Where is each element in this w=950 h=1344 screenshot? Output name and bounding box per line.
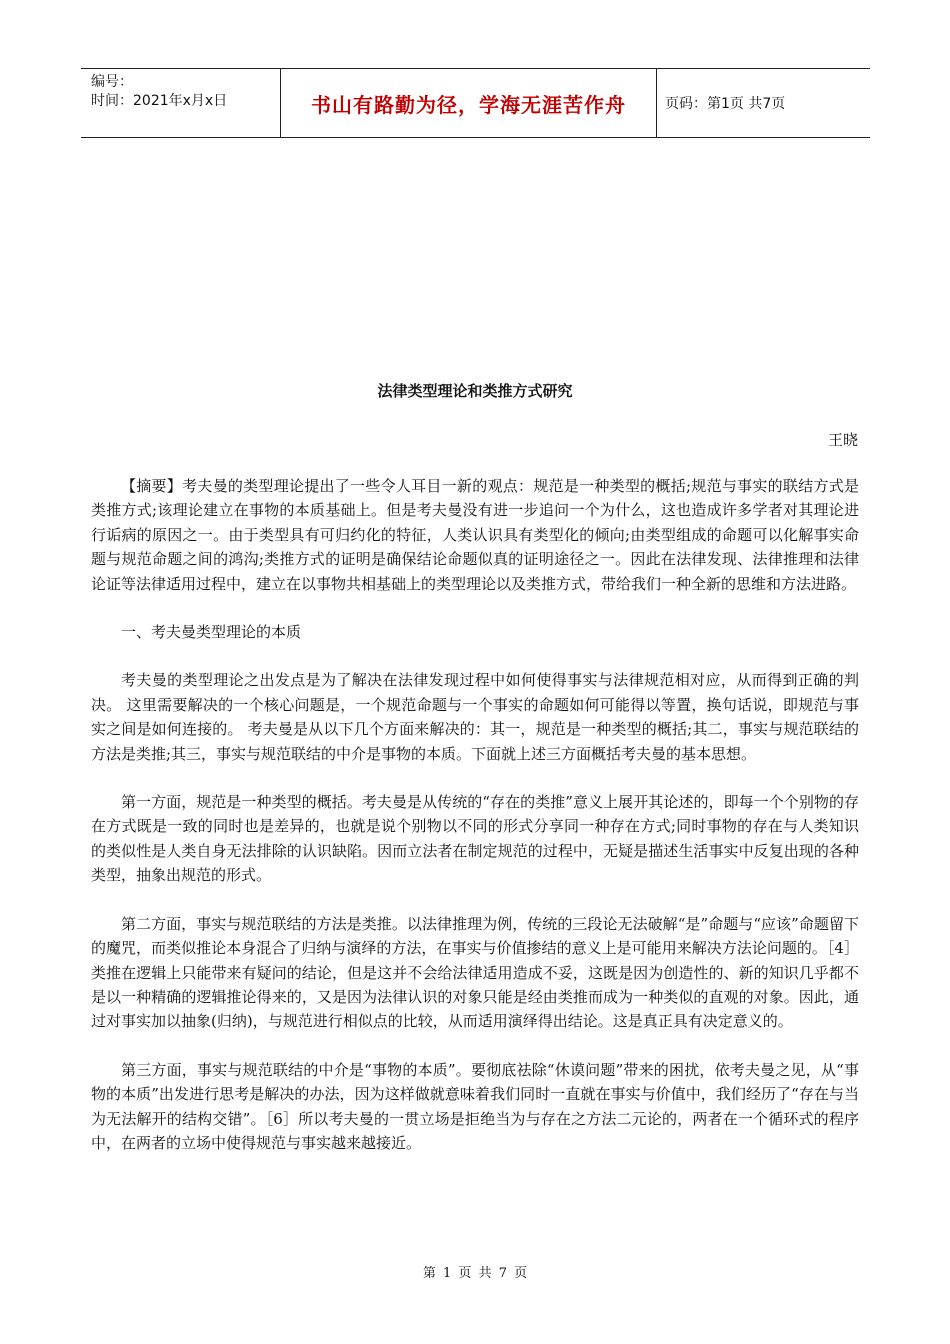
body-paragraph: 第二方面，事实与规范联结的方法是类推。以法律推理为例，传统的三段论无法破解“是”命题与“应该”命题留下的魔咒，而类似推论本身混合了归纳与演绎的方法，在事实与价值掺结的意义上是可能用来解决方法论问题的。［4］类推在逻辑上只能带来有疑问的结论，但是这并不会给法律适用造成不妥，这既是因为创造性的、新的知识几乎都不是以一种精确的逻辑推论得来的，又是因为法律认识的对象只能是经由类推而成为一种类似的直观的对象。因此，通过对事实加以抽象(归纳)，与规范进行相似点的比较，从而适用演绎得出结论。这是真正具有决定意义的。 (91, 914, 859, 1031)
header-info-cell (81, 69, 281, 137)
document-header (81, 68, 870, 138)
number-label: 编号： (91, 74, 133, 90)
header-motto-cell (281, 69, 657, 137)
header-page-cell (657, 69, 870, 137)
section-heading: 一、考夫曼类型理论的本质 (121, 623, 302, 642)
body-paragraph: 第三方面，事实与规范联结的中介是“事物的本质”。要彻底祛除“休谟问题”带来的困扰，依考夫曼之见，从“事物的本质”出发进行思考是解决的办法，因为这样做就意味着我们同时一直就在事实与价值中，我们经历了“存在与当为无法解开的结构交错”。［6］所以考夫曼的一贯立场是拒绝当为与存在之方法二元论的，两者在一个循环式的程序中，在两者的立场中使得规范与事实越来越接近。 (91, 1060, 859, 1152)
body-paragraph: 考夫曼的类型理论之出发点是为了解决在法律发现过程中如何使得事实与法律规范相对应，从而得到正确的判决。 这里需要解决的一个核心问题是，一个规范命题与一个事实的命题如何可能得以等置，换句话说，即规范与事实之间是如何连接的。 考夫曼是从以下几个方面来解决的：其一，规范是一种类型的概括;其二，事实与规范联结的方法是类推;其三，事实与规范联结的中介是事物的本质。下面就上述三方面概括考夫曼的基本思想。 (91, 671, 859, 763)
header-motto: 书山有路勤为径，学海无涯苦作舟 (311, 92, 626, 117)
article-title: 法律类型理论和类推方式研究 (377, 382, 573, 400)
date-label: 时间：2021年x月x日 (91, 93, 228, 109)
body-paragraph: 第一方面，规范是一种类型的概括。考夫曼是从传统的“存在的类推”意义上展开其论述的，即每一个个别物的存在方式既是一致的同时也是差异的，也就是说个别物以不同的形式分享同一种存在方式;同时事物的存在与人类知识的类似性是人类自身无法排除的认识缺陷。因而立法者在制定规范的过程中，无疑是描述生活事实中反复出现的各种类型，抽象出规范的形式。 (91, 793, 859, 885)
abstract-paragraph: 【摘要】考夫曼的类型理论提出了一些令人耳目一新的观点：规范是一种类型的概括;规范与事实的联结方式是类推方式;该理论建立在事物的本质基础上。但是考夫曼没有进一步追问一个为什么，这也造成许多学者对其理论进行诟病的原因之一。由于类型具有可归约化的特征，人类认识具有类型化的倾向;由类型组成的命题可以化解事实命题与规范命题之间的鸿沟;类推方式的证明是确保结论命题似真的证明途径之一。因此在法律发现、法律推理和法律论证等法律适用过程中，建立在以事物共相基础上的类型理论以及类推方式，带给我们一种全新的思维和方法进路。 (91, 477, 859, 593)
article-body (91, 474, 859, 1155)
page-footer: 第 1 页 共 7 页 (422, 1266, 528, 1281)
page-code: 页码：第1页 共7页 (665, 96, 786, 112)
article-author: 王晓 (827, 431, 858, 449)
